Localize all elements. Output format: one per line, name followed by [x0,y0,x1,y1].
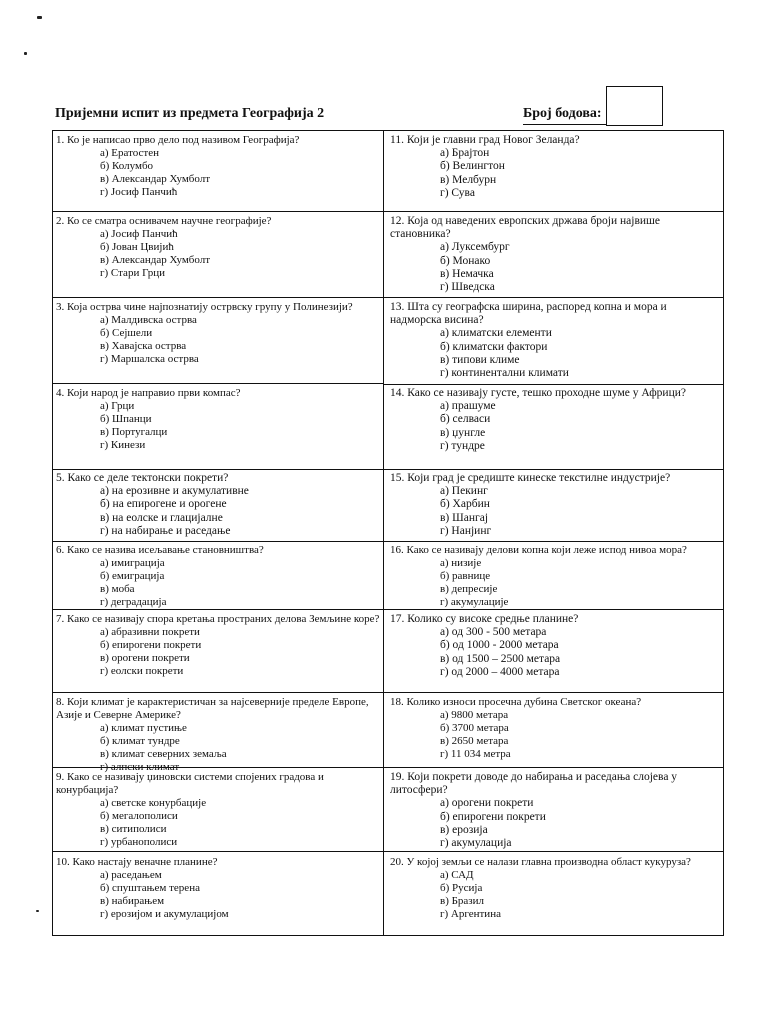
answer-option: в) Немачка [440,267,494,280]
row-divider [383,469,723,470]
answer-option: в) Мелбурн [440,173,497,186]
question-5 [56,472,381,538]
answer-option: б) епирогени покрети [100,639,202,651]
answer-option: в) џунгле [440,426,486,439]
answer-option: в) Бразил [440,895,485,907]
answer-option: а) низије [440,557,482,569]
answer-option: г) Шведска [440,281,495,294]
answer-option: в) моба [100,583,135,595]
answer-option: в) орогени покрети [100,652,190,664]
answer-option: г) Стари Грци [100,267,166,279]
row-divider [383,297,723,298]
question-13 [390,301,718,380]
question-text: 7. Како се називају спора кретања пространих делова Земљине коре? [56,613,380,625]
row-divider [383,384,723,385]
scan-speck [36,910,39,912]
answer-option: г) Аргентина [440,908,501,920]
question-text: 9. Како се називају џиновски системи спојених градова и конурбација? [56,771,324,796]
answer-option: в) ситиполиси [100,823,167,835]
question-2 [56,215,381,280]
answer-option: а) од 300 - 500 метара [440,626,547,639]
answer-option: в) на еолске и глацијалне [100,511,223,524]
answer-option: б) спуштањем терена [100,882,200,894]
answer-option: а) Грци [100,400,135,412]
answer-option: в) Александар Хумболт [100,254,211,266]
answer-option: г) Нанјинг [440,524,492,537]
question-6 [56,544,381,609]
question-3 [56,301,381,366]
column-divider [383,130,384,936]
row-divider [52,297,383,298]
answer-option: а) раседањем [100,869,162,881]
question-text: 17. Колико су високе средње планине? [390,613,579,625]
answer-option: в) климат северних земаља [100,748,227,760]
answer-option: б) равнице [440,570,491,582]
answer-option: б) Колумбо [100,160,154,172]
question-text: 13. Шта су географска ширина, распоред копна и мора и надморска висина? [390,301,667,327]
answer-option: г) Маршалска острва [100,353,199,365]
answer-option: а) САД [440,869,474,881]
answer-option: а) Ератостен [100,147,160,159]
question-17 [390,613,718,679]
answer-option: в) Александар Хумболт [100,173,211,185]
question-text: 10. Како настају веначне планине? [56,856,218,868]
row-divider [383,692,723,693]
answer-option: а) на ерозивне и акумулативне [100,485,249,498]
answer-option: б) селваси [440,413,491,426]
answer-option: г) од 2000 – 4000 метара [440,665,560,678]
question-text: 8. Који климат је карактеристичан за најсеверније пределе Европе, Азије и Северне Америке? [56,696,369,721]
answer-option: б) климатски фактори [440,340,548,353]
answer-option: а) Пекинг [440,485,488,498]
row-divider [52,692,383,693]
answer-option: а) светске конурбације [100,797,207,809]
row-divider [52,469,383,470]
question-4 [56,387,381,452]
answer-option: в) типови климе [440,353,520,366]
row-divider [52,383,383,384]
answer-option: а) Луксембург [440,241,510,254]
question-text: 16. Како се називају делови копна који леже испод нивоа мора? [390,544,687,556]
answer-option: б) Сејшели [100,327,153,339]
answer-option: б) Шпанци [100,413,152,425]
answer-option: г) алпски климат [100,761,180,773]
question-10 [56,856,381,921]
question-text: 12. Која од наведених европских држава броји највише становника? [390,215,661,241]
question-text: 15. Који град је средиште кинеске текстилне индустрије? [390,472,671,484]
question-16 [390,544,718,609]
question-text: 18. Колико износи просечна дубина Светског океана? [390,696,642,708]
answer-option: б) епирогени покрети [440,810,546,823]
exam-title: Пријемни испит из предмета Географија 2 [55,106,325,121]
answer-option: г) акумулација [440,837,512,850]
question-text: 19. Који покрети доводе до набирања и раседања слојева у литосфери? [390,771,678,797]
question-text: 1. Ко је написао прво дело под називом Географија? [56,134,300,146]
question-text: 6. Како се назива исељавање становништва? [56,544,264,556]
question-text: 3. Која острва чине најпознатију острвску групу у Полинезији? [56,301,353,313]
score-box[interactable] [606,86,663,126]
answer-option: в) ерозија [440,823,488,836]
answer-option: б) Русија [440,882,483,894]
answer-option: б) мегалополиси [100,810,178,822]
answer-option: г) Сува [440,186,475,199]
question-11 [390,134,718,200]
answer-option: а) климат пустиње [100,722,187,734]
question-text: 4. Који народ је направио први компас? [56,387,241,399]
question-8 [56,696,381,774]
row-divider [383,767,723,768]
row-divider [383,541,723,542]
answer-option: б) климат тундре [100,735,180,747]
answer-option: в) од 1500 – 2500 метара [440,652,561,665]
answer-option: г) тундре [440,439,485,452]
answer-option: г) Јосиф Панчић [100,186,178,198]
question-19 [390,771,718,850]
answer-option: в) депресије [440,583,498,595]
answer-option: б) на епирогене и орогене [100,498,227,511]
answer-option: г) деградација [100,596,167,608]
score-underline [523,124,607,125]
answer-option: б) Јован Цвијић [100,241,174,253]
answer-option: г) континентални климати [440,367,569,380]
answer-option: а) имиграција [100,557,165,569]
scan-speck [24,52,27,55]
question-text: 14. Како се називају густе, тешко проходне шуме у Африци? [390,387,687,399]
answer-option: г) Кинези [100,439,146,451]
answer-option: а) Малдивска острва [100,314,197,326]
answer-option: в) Португалци [100,426,168,438]
row-divider [383,211,723,212]
answer-option: г) акумулације [440,596,509,608]
answer-option: а) 9800 метара [440,709,509,721]
row-divider [383,851,723,852]
answer-option: б) Монако [440,254,491,267]
answer-option: б) Велингтон [440,160,505,173]
answer-option: г) еолски покрети [100,665,184,677]
row-divider [52,851,383,852]
row-divider [52,211,383,212]
answer-option: б) 3700 метара [440,722,509,734]
answer-option: а) Брајтон [440,147,490,160]
answer-option: в) Хавајска острва [100,340,187,352]
question-14 [390,387,718,453]
score-label: Број бодова: [523,106,602,121]
answer-option: а) Јосиф Панчић [100,228,178,240]
question-20 [390,856,718,921]
answer-option: а) прашуме [440,400,496,413]
answer-option: г) на набирање и раседање [100,524,231,537]
row-divider [52,609,383,610]
answer-option: б) емиграција [100,570,165,582]
question-12 [390,215,718,294]
answer-option: б) од 1000 - 2000 метара [440,639,559,652]
answer-option: в) 2650 метара [440,735,509,747]
question-1 [56,134,381,199]
answer-option: а) орогени покрети [440,797,534,810]
question-7 [56,613,381,678]
answer-option: в) набирањем [100,895,165,907]
answer-option: а) климатски елементи [440,327,552,340]
row-divider [52,541,383,542]
question-text: 20. У којој земљи се налази главна производна област кукуруза? [390,856,691,868]
question-text: 2. Ко се сматра оснивачем научне географије? [56,215,272,227]
answer-option: г) ерозијом и акумулацијом [100,908,229,920]
question-text: 11. Који је главни град Новог Зеланда? [390,134,580,146]
answer-option: в) Шангај [440,511,489,524]
scan-speck [37,16,42,19]
question-text: 5. Како се деле тектонски покрети? [56,472,229,484]
answer-option: а) абразивни покрети [100,626,200,638]
row-divider [383,609,723,610]
answer-option: г) 11 034 метра [440,748,511,760]
question-18 [390,696,718,761]
question-15 [390,472,718,538]
answer-option: б) Харбин [440,498,490,511]
question-9 [56,771,381,849]
answer-option: г) урбанополиси [100,836,178,848]
